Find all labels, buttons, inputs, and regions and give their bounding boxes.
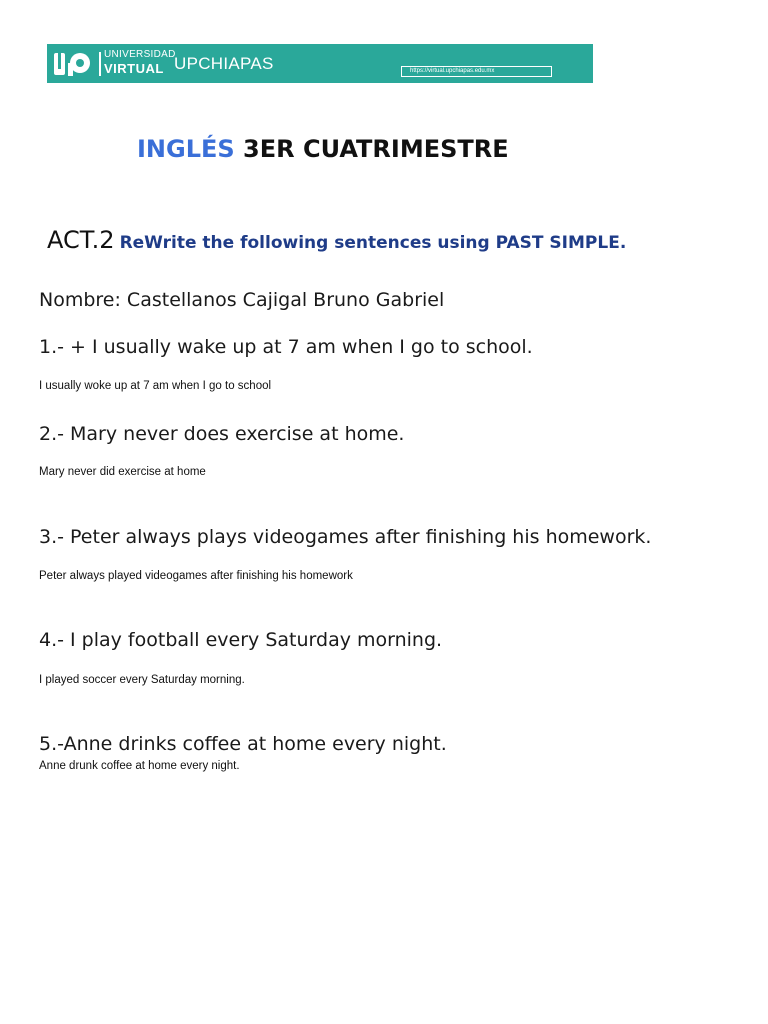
item-2-answer: Mary never did exercise at home bbox=[39, 466, 206, 478]
logo-divider bbox=[99, 52, 101, 76]
page-title bbox=[137, 135, 509, 163]
title-accent: INGLÉS bbox=[137, 135, 235, 163]
activity-label: ACT.2 bbox=[47, 226, 115, 254]
item-3-answer: Peter always played videogames after finishing his homework bbox=[39, 570, 353, 582]
item-1-prompt: 1.- + I usually wake up at 7 am when I go to school. bbox=[39, 336, 533, 358]
student-name: Nombre: Castellanos Cajigal Bruno Gabriel bbox=[39, 289, 445, 311]
item-2-prompt: 2.- Mary never does exercise at home. bbox=[39, 423, 405, 445]
logo-name: UPCHIAPAS bbox=[174, 54, 274, 73]
url-link[interactable]: https://virtual.upchiapas.edu.mx bbox=[401, 66, 552, 77]
university-logo-text bbox=[104, 50, 176, 75]
up-logo-icon bbox=[53, 50, 95, 78]
item-3-prompt: 3.- Peter always plays videogames after finishing his homework. bbox=[39, 526, 652, 548]
item-4-answer: I played soccer every Saturday morning. bbox=[39, 674, 245, 686]
logo-line-1: UNIVERSIDAD bbox=[104, 49, 176, 60]
item-1-answer: I usually woke up at 7 am when I go to school bbox=[39, 380, 272, 392]
logo-line-2: VIRTUAL bbox=[104, 61, 164, 76]
header-banner bbox=[47, 44, 593, 83]
item-5-prompt: 5.-Anne drinks coffee at home every night. bbox=[39, 733, 447, 755]
activity-instruction: ReWrite the following sentences using PAST SIMPLE. bbox=[119, 233, 627, 253]
item-5-answer: Anne drunk coffee at home every night. bbox=[39, 760, 240, 772]
activity-heading bbox=[47, 226, 626, 254]
title-rest: 3ER CUATRIMESTRE bbox=[243, 135, 509, 163]
item-4-prompt: 4.- I play football every Saturday morning. bbox=[39, 629, 443, 651]
